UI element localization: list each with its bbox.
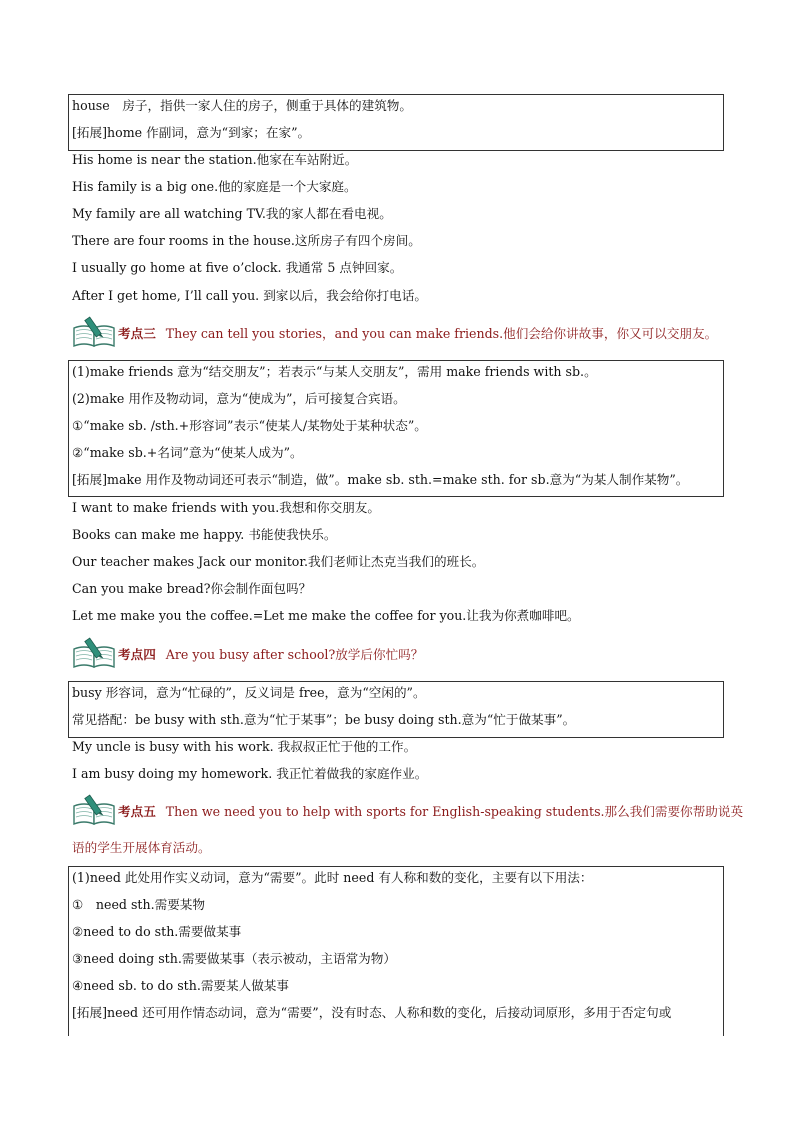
note-line: ① need sth.需要某物: [72, 897, 205, 912]
note-line: ②need to do sth.需要做某事: [72, 924, 242, 939]
note-line: ③need doing sth.需要做某事（表示被动，主语常为物）: [72, 951, 396, 966]
key-point-sentence: Then we need you to help with sports for English-speaking students.那么我们需要你帮助说英: [165, 804, 744, 819]
example-sentence: His family is a big one.他的家庭是一个大家庭。: [72, 179, 357, 194]
note-line: (2)make 用作及物动词，意为“使成为”，后可接复合宾语。: [72, 391, 406, 406]
book-pencil-icon: [72, 316, 118, 348]
example-sentence: My uncle is busy with his work. 我叔叔正忙于他的工作。: [72, 739, 417, 754]
key-point-label: 考点四: [118, 647, 156, 662]
note-line: [拓展]home 作副词，意为“到家；在家”。: [72, 125, 311, 140]
book-pencil-icon: [72, 637, 118, 669]
key-point-label: 考点三: [118, 326, 156, 341]
key-point-4-text: [118, 647, 423, 663]
key-point-4-heading: [72, 637, 732, 669]
note-line: ④need sb. to do sth.需要某人做某事: [72, 978, 289, 993]
key-point-3-text: [118, 326, 717, 342]
example-sentence: There are four rooms in the house.这所房子有四个房间。: [72, 233, 421, 248]
example-sentence: I want to make friends with you.我想和你交朋友。: [72, 500, 380, 515]
key-point-sentence: Are you busy after school?放学后你忙吗？: [165, 647, 424, 662]
note-line: ①“make sb. /sth.+形容词”表示“使某人/某物处于某种状态”。: [72, 418, 427, 433]
key-point-5-heading: [72, 794, 744, 826]
example-sentence: My family are all watching TV.我的家人都在看电视。: [72, 206, 392, 221]
note-line: (1)make friends 意为“结交朋友”；若表示“与某人交朋友”，需用 make friends with sb.。: [72, 364, 597, 379]
key-point-label: 考点五: [118, 804, 156, 819]
note-line: ②“make sb.+名词”意为“使某人成为”。: [72, 445, 303, 460]
key-point-sentence: They can tell you stories，and you can make friends.他们会给你讲故事，你又可以交朋友。: [165, 326, 718, 341]
note-line: busy 形容词，意为“忙碌的”，反义词是 free，意为“空闲的”。: [72, 685, 426, 700]
note-line: 常见搭配：be busy with sth.意为“忙于某事”；be busy doing sth.意为“忙于做某事”。: [72, 712, 576, 727]
note-line: house 房子，指供一家人住的房子，侧重于具体的建筑物。: [72, 98, 412, 113]
example-sentence: I usually go home at five o’clock. 我通常 5 点钟回家。: [72, 260, 403, 275]
key-point-5-text: [118, 804, 743, 820]
example-sentence: I am busy doing my homework. 我正忙着做我的家庭作业。: [72, 766, 428, 781]
note-line: [拓展]need 还可用作情态动词，意为“需要”，没有时态、人称和数的变化，后接动词原形，多用于否定句或: [72, 1005, 672, 1020]
note-box-need: [68, 866, 724, 1036]
example-sentence: Our teacher makes Jack our monitor.我们老师让杰克当我们的班长。: [72, 554, 485, 569]
note-box-busy: [68, 681, 724, 738]
example-sentence: Let me make you the coffee.=Let me make the coffee for you.让我为你煮咖啡吧。: [72, 608, 580, 623]
note-line: (1)need 此处用作实义动词，意为“需要”。此时 need 有人称和数的变化，主要有以下用法：: [72, 870, 593, 885]
key-point-sentence-continued: 语的学生开展体育活动。: [72, 840, 211, 855]
example-sentence: After I get home, I’ll call you. 到家以后，我会给你打电话。: [72, 288, 427, 303]
book-pencil-icon: [72, 794, 118, 826]
key-point-3-heading: [72, 316, 732, 348]
example-sentence: Books can make me happy. 书能使我快乐。: [72, 527, 337, 542]
note-box-house: [68, 94, 724, 151]
note-box-make: [68, 360, 724, 497]
note-line: [拓展]make 用作及物动词还可表示“制造，做”。make sb. sth.=make sth. for sb.意为“为某人制作某物”。: [72, 472, 689, 487]
example-sentence: Can you make bread?你会制作面包吗？: [72, 581, 312, 596]
example-sentence: His home is near the station.他家在车站附近。: [72, 152, 358, 167]
